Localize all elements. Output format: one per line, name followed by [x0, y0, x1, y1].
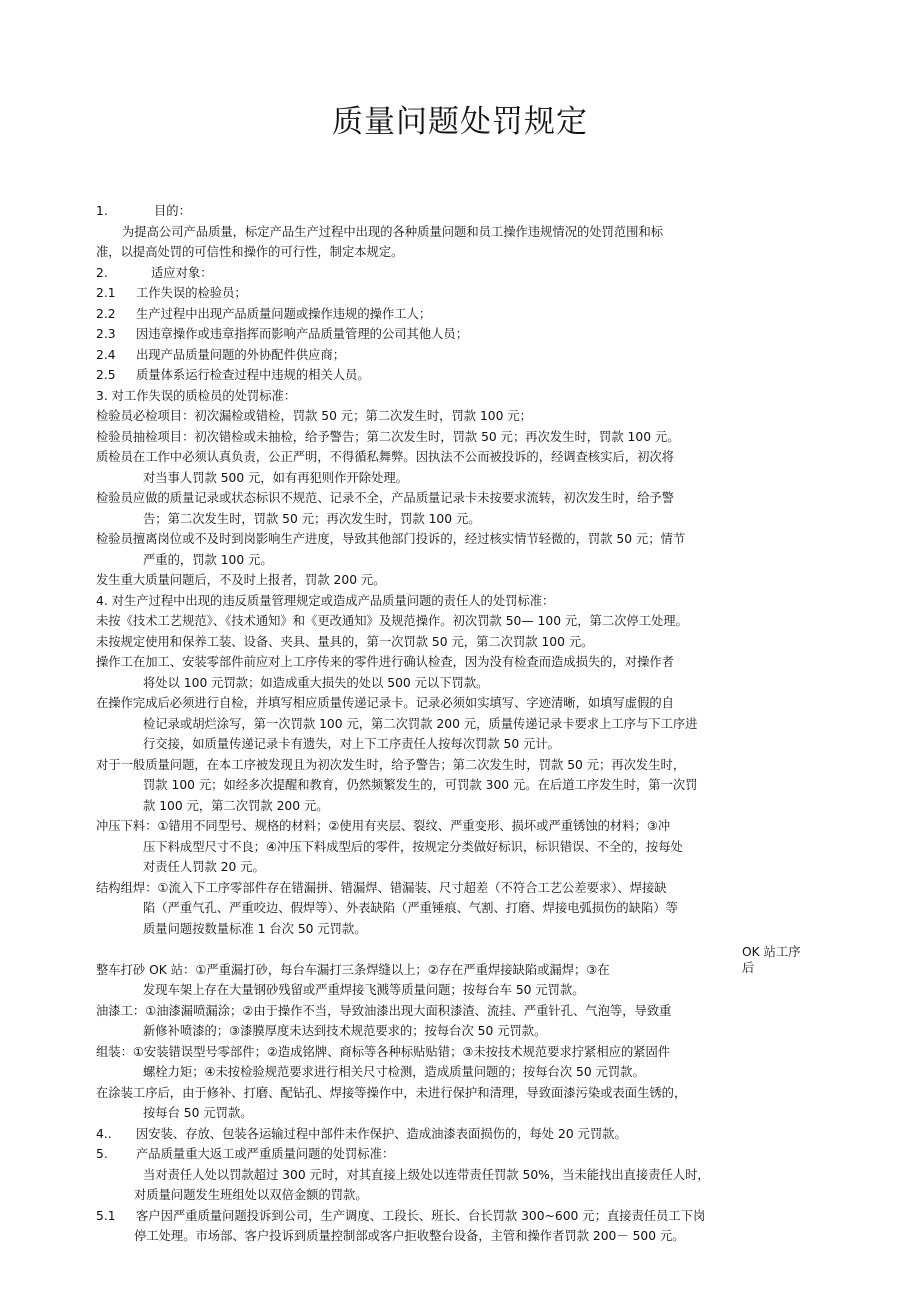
- line-text: 对当事人罚款 500 元，如有再犯则作开除处理。: [143, 470, 408, 485]
- document-line: [96, 509, 826, 530]
- document-line: [96, 837, 826, 858]
- document-line: [96, 365, 826, 386]
- document-line: [96, 755, 826, 776]
- document-line: [96, 488, 826, 509]
- line-text: 对责任人罚款 20 元。: [143, 860, 265, 874]
- document-line: [96, 1083, 826, 1104]
- document-line: [96, 263, 826, 284]
- line-text: 适应对象：: [151, 265, 213, 280]
- line-text: 螺栓力矩；④未按检验规范要求进行相关尺寸检测，造成质量问题的；按每台次 50 元罚款。: [143, 1065, 645, 1079]
- line-text: 未按《技术工艺规范》、《技术通知》和《更改通知》及规范操作。初次罚款 50— 100 元，第二次停工处理。: [96, 614, 688, 628]
- line-text: 检记录或胡烂涂写，第一次罚款 100 元，第二次罚款 200 元，质量传递记录卡要求上工序与下工序进: [143, 716, 698, 731]
- document-line: [96, 939, 826, 960]
- line-text: 检验员应做的质量记录或状态标识不规范、记录不全，产品质量记录卡未按要求流转，初次发生时，给予警: [96, 491, 674, 505]
- line-text: 告；第二次发生时，罚款 50 元；再次发生时，罚款 100 元。: [143, 511, 481, 526]
- document-line: [96, 857, 826, 878]
- line-text: 准，以提高处罚的可信性和操作的可行性，制定本规定。: [96, 245, 404, 259]
- section-number: 5.1: [96, 1208, 116, 1223]
- section-number: 2.1: [96, 286, 116, 300]
- document-line: [96, 898, 826, 919]
- line-text: 质量体系运行检查过程中违规的相关人员。: [136, 368, 370, 382]
- document-line: [96, 570, 826, 591]
- document-line: [96, 324, 826, 345]
- document-line: [96, 796, 826, 817]
- document-line: [96, 283, 826, 304]
- line-text: 压下料成型尺寸不良；④冲压下料成型后的零件，按规定分类做好标识，标识错误、不全的，按每处: [143, 839, 683, 854]
- document-body: [96, 201, 826, 1247]
- line-text: 质检员在工作中必须认真负责，公正严明，不得循私舞弊。因执法不公而被投诉的，经调查核实后，初次将: [96, 450, 674, 464]
- line-text: 陷（严重气孔、严重咬边、假焊等）、外表缺陷（严重锤痕、气割、打磨、焊接电弧损伤的缺陷）等: [143, 901, 678, 915]
- section-number: 2.2: [96, 306, 116, 321]
- section-number: 4..: [96, 1126, 112, 1141]
- line-text: 组装：①安装错误型号零部件；②造成铭牌、商标等各种标贴贴错；③未按技术规范要求拧紧相应的紧固件: [96, 1044, 671, 1059]
- page-title: 质量问题处罚规定: [332, 104, 588, 140]
- document-line: [96, 919, 826, 940]
- line-text: 检验员必检项目：初次漏检或错检，罚款 50 元；第二次发生时，罚款 100 元；: [96, 409, 532, 423]
- document-line: [96, 980, 826, 1001]
- document-line: [96, 673, 826, 694]
- line-text: 生产过程中出现产品质量问题或操作违规的操作工人；: [136, 306, 432, 321]
- document-line: [96, 1226, 826, 1247]
- document-line: [96, 529, 826, 550]
- document-line: [96, 427, 826, 448]
- line-text: 发现车架上存在大量钢砂残留或严重焊接飞溅等质量问题；按每台车 50 元罚款。: [143, 983, 585, 997]
- document-line: [96, 1042, 826, 1063]
- section-number: 1.: [96, 204, 108, 218]
- line-text: 目的：: [154, 204, 191, 218]
- line-text: 按每台 50 元罚款。: [143, 1106, 253, 1120]
- section-number: 2.5: [96, 368, 116, 382]
- line-text: 质量问题按数量标准 1 台次 50 元罚款。: [143, 921, 367, 936]
- document-line: [96, 944, 826, 981]
- line-text: 4. 对生产过程中出现的违反质量管理规定或造成产品质量问题的责任人的处罚标准：: [96, 593, 555, 608]
- document-line: [96, 1144, 826, 1165]
- line-text: 发生重大质量问题后，不及时上报者，罚款 200 元。: [96, 573, 386, 587]
- document-line: [96, 734, 826, 755]
- line-text: 行交接，如质量传递记录卡有遗失，对上下工序责任人按每次罚款 50 元计。: [143, 737, 560, 751]
- line-text: 在操作完成后必须进行自检，并填写相应质量传递记录卡。记录必须如实填写、字迹清晰，如填写虚假的自: [96, 696, 674, 710]
- line-text: 因安装、存放、包装各运输过程中部件未作保护、造成油漆表面损伤的，每处 20 元罚款。: [136, 1126, 627, 1141]
- document-line: [96, 1124, 826, 1145]
- document-line: [96, 1103, 826, 1124]
- document-line: [96, 386, 826, 407]
- section-number: 5.: [96, 1147, 108, 1161]
- line-text: 在涂装工序后，由于修补、打磨、配钻孔、焊接等操作中，未进行保护和清理，导致面漆污染或表面生锈的，: [96, 1085, 687, 1100]
- line-text: 款 100 元，第二次罚款 200 元。: [143, 798, 329, 813]
- document-line: [96, 775, 826, 796]
- document-line: [96, 345, 826, 366]
- document-line: [96, 816, 826, 837]
- line-text: 操作工在加工、安装零部件前应对上工序传来的零件进行确认检查，因为没有检查而造成损失的，对操作者: [96, 655, 674, 669]
- document-line: [96, 406, 826, 427]
- line-text: 3. 对工作失误的质检员的处罚标准：: [96, 388, 297, 403]
- line-text: 未按规定使用和保养工装、设备、夹具、量具的，第一次罚款 50 元，第二次罚款 100 元。: [96, 634, 594, 649]
- document-line: [96, 550, 826, 571]
- line-text: 整车打砂 OK 站：①严重漏打砂，每台车漏打三条焊缝以上；②存在严重焊接缺陷或漏焊；③在: [96, 962, 610, 977]
- document-line: [96, 693, 826, 714]
- document-line: [96, 1062, 826, 1083]
- document-line: [96, 714, 826, 735]
- document-line: [96, 201, 826, 222]
- line-text: 工作失误的检验员；: [136, 286, 247, 300]
- document-line: [96, 1001, 826, 1022]
- line-text: 停工处理。市场部、客户投诉到质量控制部或客户拒收整台设备，主管和操作者罚款 200－ 500 元。: [134, 1229, 685, 1243]
- line-text: 检验员擅离岗位或不及时到岗影响生产进度，导致其他部门投诉的，经过核实情节轻微的，罚款 50 元；情节: [96, 532, 686, 546]
- line-text: 冲压下料：①错用不同型号、规格的材料；②使用有夹层、裂纹、严重变形、损坏或严重锈蚀的材料；③冲: [96, 819, 671, 833]
- line-text: 结构组焊：①流入下工序零部件存在错漏拼、错漏焊、错漏装、尺寸超差（不符合工艺公差要求）、焊接缺: [96, 880, 667, 895]
- section-number: 2.: [96, 265, 108, 280]
- document-line: [96, 878, 826, 899]
- document-line: [96, 1185, 826, 1206]
- side-note: OK 站工序 后: [742, 944, 801, 975]
- document-line: [96, 611, 826, 632]
- document-line: [96, 591, 826, 612]
- document-line: [96, 632, 826, 653]
- section-number: 2.4: [96, 347, 116, 362]
- document-line: [96, 652, 826, 673]
- line-text: 为提高公司产品质量，标定产品生产过程中出现的各种质量问题和员工操作违规情况的处罚范围和标: [122, 224, 664, 239]
- document-line: [96, 222, 826, 243]
- line-text: 当对责任人处以罚款超过 300 元时，对其直接上级处以连带责任罚款 50%，当未能找出直接责任人时，: [143, 1167, 710, 1182]
- document-line: [96, 304, 826, 325]
- line-text: 罚款 100 元；如经多次提醒和教育，仍然频繁发生的，可罚款 300 元。在后道工序发生时，第一次罚: [143, 778, 698, 792]
- line-text: 对质量问题发生班组处以双倍金额的罚款。: [134, 1188, 368, 1202]
- document-line: [96, 1021, 826, 1042]
- line-text: 将处以 100 元罚款；如造成重大损失的处以 500 元以下罚款。: [143, 675, 489, 690]
- line-text: 因违章操作或违章指挥而影响产品质量管理的公司其他人员；: [136, 327, 469, 341]
- line-text: 严重的，罚款 100 元。: [143, 552, 273, 567]
- section-number: 2.3: [96, 327, 116, 341]
- line-text: 对于一般质量问题，在本工序被发现且为初次发生时，给予警告；第二次发生时，罚款 50 元；再次发生时，: [96, 757, 686, 772]
- document-line: [96, 1206, 826, 1227]
- document-line: [96, 242, 826, 263]
- line-text: 出现产品质量问题的外协配件供应商；: [136, 347, 346, 362]
- line-text: 产品质量重大返工或严重质量问题的处罚标准：: [136, 1147, 395, 1161]
- line-text: 客户因严重质量问题投诉到公司，生产调度、工段长、班长、台长罚款 300~600 元；直接责任员工下岗: [136, 1208, 706, 1223]
- document-line: [96, 468, 826, 489]
- line-text: 油漆工：①油漆漏喷漏涂；②由于操作不当，导致油漆出现大面积漆渣、流挂、严重针孔、气泡等，导致重: [96, 1003, 672, 1018]
- document-line: [96, 1165, 826, 1186]
- line-text: 检验员抽检项目：初次错检或未抽检，给予警告；第二次发生时，罚款 50 元；再次发生时，罚款 100 元。: [96, 429, 680, 444]
- document-line: [96, 447, 826, 468]
- line-text: 新修补喷漆的；③漆膜厚度未达到技术规范要求的；按每台次 50 元罚款。: [143, 1024, 547, 1038]
